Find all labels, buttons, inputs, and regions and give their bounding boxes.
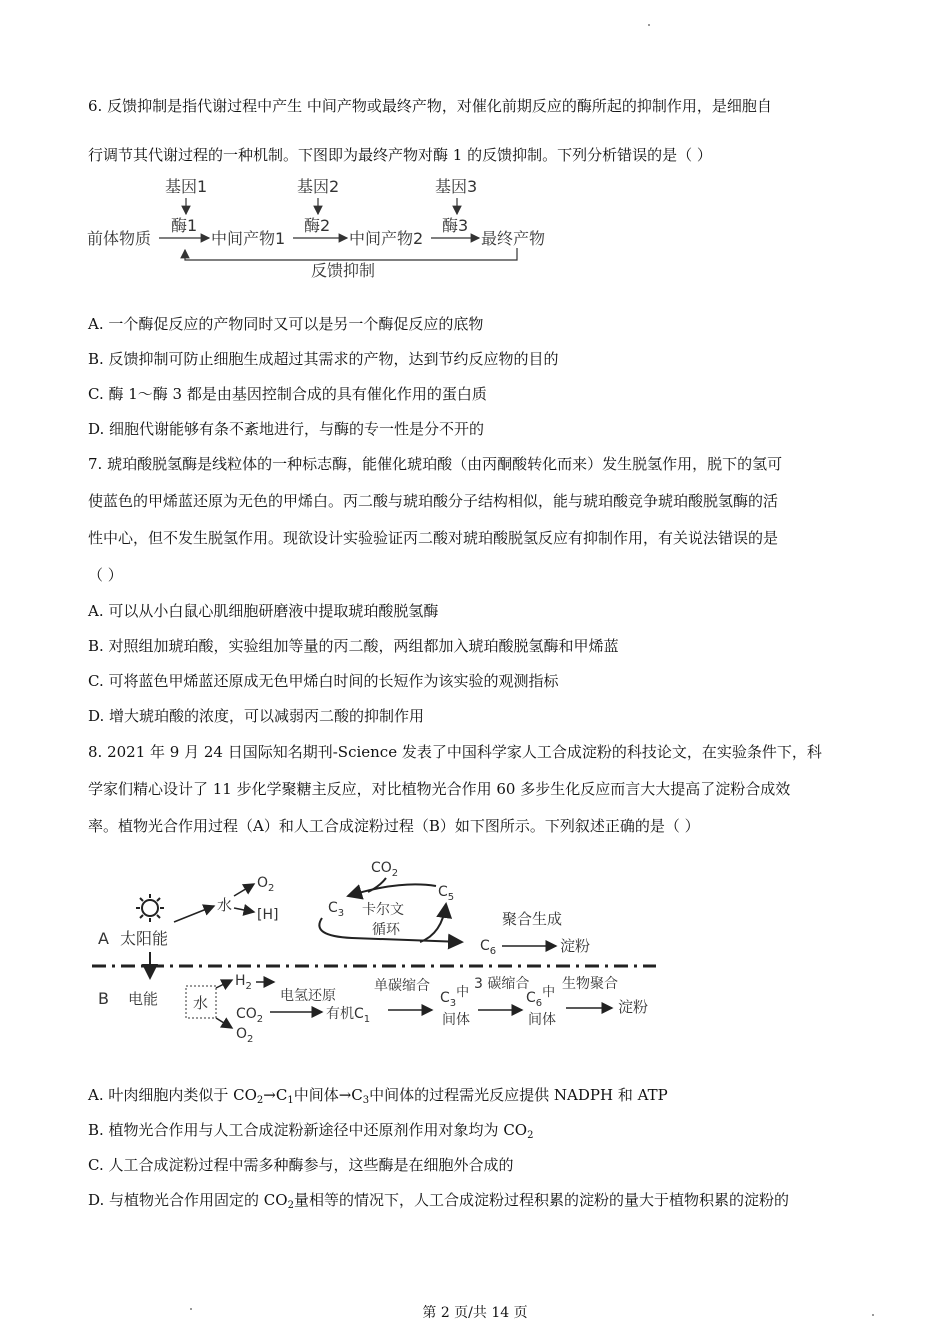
calvin-label-1: 卡尔文 <box>362 902 404 918</box>
gene-1-label: 基因1 <box>165 177 208 196</box>
q6-option-b: B. 反馈抑制可防止细胞生成超过其需求的产物，达到节约反应物的目的 <box>88 350 559 368</box>
c3-mid-label: $C_3$中 <box>440 985 470 1009</box>
q8-option-a: A. 叶肉细胞内类似于 $CO_2\to C_1$中间体$\to C_3$中间体的过程需光反应提供 NADPH 和 ATP <box>88 1086 668 1106</box>
gene-2-label: 基因2 <box>297 177 340 196</box>
q7-stem-line-1: 7. 琥珀酸脱氢酶是线粒体的一种标志酶，能催化琥珀酸（由丙酮酸转化而来）发生脱氢作用，脱下的氢可 <box>88 455 783 473</box>
calvin-return-path <box>420 904 446 942</box>
q6-option-c: C. 酶 1～酶 3 都是由基因控制合成的具有催化作用的蛋白质 <box>88 385 487 403</box>
co2-b-label: $CO_2$ <box>236 1006 264 1025</box>
c6-mid-label-2: 间体 <box>528 1012 556 1028</box>
water-to-o2-b-arrow <box>216 1018 232 1028</box>
enzyme-2-label: 酶2 <box>304 216 331 235</box>
electric-energy-label: 电能 <box>128 990 159 1008</box>
solar-energy-label: 太阳能 <box>120 929 169 948</box>
intermediate-1-label: 中间产物1 <box>211 229 286 248</box>
water-b-label: 水 <box>193 994 209 1012</box>
q8-stem-line-2: 学家们精心设计了 11 步化学聚糖主反应，对比植物光合作用 60 多步生化反应而言大大提高了淀粉合成效 <box>88 780 791 798</box>
gene-3-label: 基因3 <box>435 177 478 196</box>
starch-a-label: 淀粉 <box>560 937 591 955</box>
label-a: A <box>98 929 109 948</box>
feedback-path <box>185 248 517 260</box>
c6-mid-label: $C_6$中 <box>526 985 556 1009</box>
q6-stem-line-1: 6. 反馈抑制是指代谢过程中产生 中间产物或最终产物，对催化前期反应的酶所起的抑制作用，是细胞自 <box>88 97 772 115</box>
c3-mid-label-2: 间体 <box>442 1012 470 1028</box>
q7-stem-line-3: 性中心，但不发生脱氢作用。现欲设计实验验证丙二酸对琥珀酸脱氢反应有抑制作用，有关说法错误的是 <box>88 529 779 547</box>
starch-synthesis-diagram <box>90 852 670 1048</box>
h-label: [H] <box>257 907 279 923</box>
co2-arrow <box>368 878 386 892</box>
polymerize-label: 聚合生成 <box>502 910 563 928</box>
precursor-label: 前体物质 <box>87 229 152 248</box>
q7-stem-line-2: 使蓝色的甲烯蓝还原为无色的甲烯白。丙二酸与琥珀酸分子结构相似，能与琥珀酸竞争琥珀酸脱氢酶的活 <box>88 492 779 510</box>
q8-stem-line-1: 8. 2021 年 9 月 24 日国际知名期刊-Science 发表了中国科学家人工合成淀粉的科技论文，在实验条件下，科 <box>88 743 822 761</box>
water-a-label: 水 <box>217 896 233 914</box>
o2-a-label: $O_2$ <box>257 875 275 894</box>
label-b: B <box>98 989 109 1008</box>
c5-to-c3-arrow <box>348 884 436 896</box>
q7-option-a: A. 可以从小白鼠心肌细胞研磨液中提取琥珀酸脱氢酶 <box>88 602 439 620</box>
q6-option-a: A. 一个酶促反应的产物同时又可以是另一个酶促反应的底物 <box>88 315 484 333</box>
final-product-label: 最终产物 <box>481 229 546 248</box>
q7-option-c: C. 可将蓝色甲烯蓝还原成无色甲烯白时间的长短作为该实验的观测指标 <box>88 672 559 690</box>
bio-poly-label: 生物聚合 <box>562 976 618 992</box>
three-carbon-label: 3 碳缩合 <box>474 976 530 992</box>
organic-c1-label: 有机$C_1$ <box>326 1006 371 1025</box>
q8-option-b: B. 植物光合作用与人工合成淀粉新途径中还原剂作用对象均为 $CO_2$ <box>88 1121 534 1141</box>
water-to-o2-arrow <box>234 884 254 896</box>
electro-reduce-label: 电氢还原 <box>280 988 336 1004</box>
feedback-label: 反馈抑制 <box>311 261 376 280</box>
calvin-label-2: 循环 <box>372 922 400 938</box>
enzyme-1-label: 酶1 <box>171 216 198 235</box>
enzyme-3-label: 酶3 <box>442 216 469 235</box>
q8-option-d: D. 与植物光合作用固定的 $CO_2$量相等的情况下，人工合成淀粉过程积累的淀粉的量大于植物积累的淀粉的 <box>88 1191 789 1211</box>
q7-option-b: B. 对照组加琥珀酸，实验组加等量的丙二酸，两组都加入琥珀酸脱氢酶和甲烯蓝 <box>88 637 619 655</box>
starch-b-label: 淀粉 <box>618 998 649 1016</box>
h2-label: $H_2$ <box>235 973 252 992</box>
c6-label: $C_6$ <box>480 938 497 957</box>
sun-to-water-arrow <box>174 906 214 922</box>
water-to-h-arrow <box>234 908 254 912</box>
sun-icon <box>136 894 164 922</box>
water-to-h2-arrow <box>216 980 232 988</box>
q6-stem-line-2: 行调节其代谢过程的一种机制。下图即为最终产物对酶 1 的反馈抑制。下列分析错误的是（ ） <box>88 146 712 164</box>
q6-option-d: D. 细胞代谢能够有条不紊地进行，与酶的专一性是分不开的 <box>88 420 485 438</box>
intermediate-2-label: 中间产物2 <box>349 229 424 248</box>
c5-label: $C_5$ <box>438 884 455 903</box>
scan-dot <box>648 24 650 26</box>
c3-label: $C_3$ <box>328 900 345 919</box>
q8-stem-line-3: 率。植物光合作用过程（A）和人工合成淀粉过程（B）如下图所示。下列叙述正确的是（ ） <box>88 817 700 835</box>
q7-stem-line-4: （ ） <box>88 566 123 584</box>
single-carbon-label: 单碳缩合 <box>374 978 430 994</box>
feedback-inhibition-diagram <box>85 172 565 282</box>
page-footer: 第 2 页/共 14 页 <box>422 1305 528 1321</box>
q8-option-c: C. 人工合成淀粉过程中需多种酶参与，这些酶是在细胞外合成的 <box>88 1156 514 1174</box>
q7-option-d: D. 增大琥珀酸的浓度，可以减弱丙二酸的抑制作用 <box>88 707 425 725</box>
o2-b-label: $O_2$ <box>236 1026 254 1045</box>
co2-a-label: $CO_2$ <box>371 860 399 879</box>
